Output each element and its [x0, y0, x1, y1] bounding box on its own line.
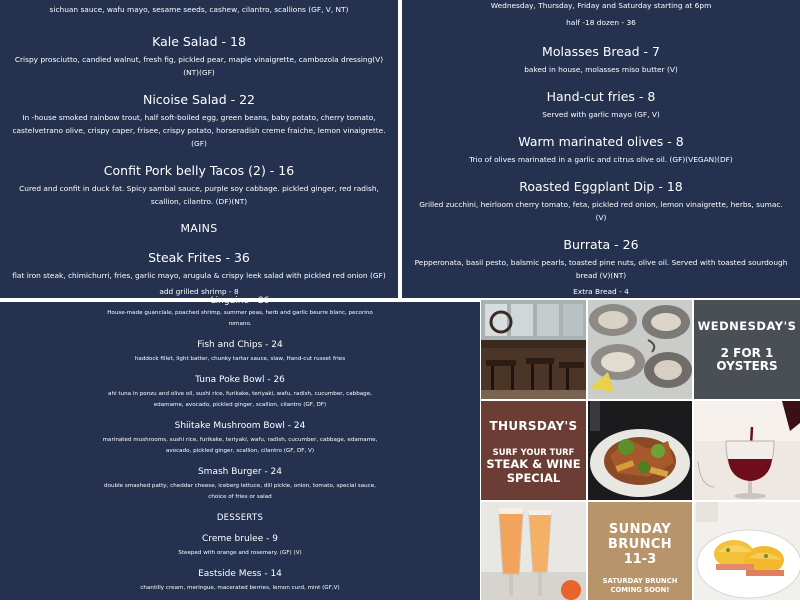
menu-panel-salads-mains: [0, 0, 398, 298]
menu-item-desc: Pepperonata, basil pesto, balsmic pearls, toasted pine nuts, olive oil. Served with toasted sourdough: [414, 258, 788, 267]
oyster-schedule-note: Wednesday, Thursday, Friday and Saturday starting at 6pm: [490, 1, 712, 10]
menu-item-title: Burrata - 26: [563, 237, 639, 252]
menu-item-desc: Grilled zucchini, heirloom cherry tomato, feta, pickled red onion, lemon vinaigrette, herbs, sumac.: [419, 200, 783, 209]
menu-item-tuna-poke-bowl: [12, 374, 468, 411]
steak-dish-photo: [588, 401, 692, 500]
menu-item-addon: add grilled shrimp - 8: [159, 287, 239, 296]
menu-item-molasses-bread: [414, 44, 788, 76]
menu-item-kale-salad: [12, 34, 386, 79]
red-wine-pour-photo: [694, 401, 800, 500]
menu-item-desc: (NT)(GF): [183, 68, 215, 77]
menu-item-desc: (V): [595, 213, 607, 222]
menu-column: [0, 3, 398, 298]
promo-photo-grid: [480, 298, 800, 600]
menu-item-hand-cut-fries: [414, 89, 788, 121]
menu-item-desc: haddock fillet, light batter, chunky tartar sauce, slaw, Hand-cut russet fries: [134, 356, 346, 362]
menu-item-desc: Trio of olives marinated in a garlic and citrus olive oil. (GF)(VEGAN)(DF): [469, 155, 733, 164]
section-heading-desserts: DESSERTS: [216, 513, 264, 523]
menu-item-title: Tuna Poke Bowl - 26: [195, 375, 285, 385]
menu-item-burrata: [414, 237, 788, 298]
promo-subtitle: SURF YOUR TURF: [492, 447, 575, 457]
menu-item-title: Nicoise Salad - 22: [142, 92, 256, 107]
menu-item-desc: Steeped with orange and rosemary. (GF) (V): [178, 550, 302, 556]
menu-column: [402, 0, 800, 298]
menu-item-title: Roasted Eggplant Dip - 18: [519, 179, 683, 194]
menu-item-desc: bread (V)(NT): [575, 271, 627, 280]
menu-item-shiitake-bowl: [12, 420, 468, 457]
menu-item-desc: (GF): [191, 139, 207, 148]
oyster-price: half -18 dozen - 36: [566, 18, 636, 27]
menu-item-desc: Crispy prosciutto, candied walnut, fresh fig, pickled pear, maple vinaigrette, cambozola dressing(V): [14, 55, 384, 64]
menu-item-desc: flat iron steak, chimichurri, fries, garlic mayo, arugula & crispy leek salad with pickled red onion (GF): [12, 271, 386, 280]
menu-item-desc: castelvetrano olive, crispy caper, frisee, crispy potato, horseradish creme fraiche, lemon vinaigrette.: [12, 126, 386, 135]
restaurant-interior-photo: [481, 300, 586, 399]
menu-item-nicoise-salad: [12, 92, 386, 150]
wednesday-oysters-promo: [694, 300, 800, 399]
oysters-photo: [588, 300, 692, 399]
menu-item-desc: edamame, avocado, pickled ginger, scallion, cilantro (GF, DF): [153, 402, 327, 408]
menu-item-steak-frites: [12, 250, 386, 298]
promo-hours: 11-3: [623, 552, 657, 567]
menu-item-pork-belly-tacos: [12, 163, 386, 208]
menu-item-title: Hand-cut fries - 8: [546, 89, 656, 104]
dietary-legend: (GF-gluten free) (DF-dairy free) (V-vegetarian) (VEGAN) (NT - nuts): [116, 605, 364, 614]
promo-deal: 2 FOR 1: [720, 346, 774, 360]
menu-column: [0, 295, 480, 616]
menu-item-desc: House-made guanciale, poached shrimp, summer peas, herb and garlic beurre blanc, pecorino: [107, 310, 373, 316]
menu-item-marinated-olives: [414, 134, 788, 166]
menu-item-desc: In -house smoked rainbow trout, half soft-boiled egg, green beans, baby potato, cherry tomato,: [22, 113, 376, 122]
menu-item-title: Smash Burger - 24: [197, 467, 283, 477]
menu-item-title: Confit Pork belly Tacos (2) - 16: [103, 163, 295, 178]
promo-day: THURSDAY'S: [489, 419, 578, 433]
menu-item-desc: Cured and confit in duck fat. Spicy sambal sauce, purple soy cabbage. pickled ginger, red radish,: [19, 184, 379, 193]
menu-item-desc: avocado, pickled ginger, scallion, cilantro (GF, DF, V): [165, 448, 315, 454]
menu-item-desc: ahi tuna in ponzu and olive oil, sushi rice, furikake, teriyaki, wafu, radish, cucumber, cabbage,: [108, 391, 372, 397]
menu-item-title: Kale Salad - 18: [152, 34, 246, 49]
menu-item-creme-brulee: [12, 533, 468, 559]
menu-item-linguine: [12, 295, 468, 330]
menu-item-desc: choice of fries or salad: [208, 494, 272, 500]
sunday-brunch-promo: [588, 502, 692, 600]
menu-item-eggplant-dip: [414, 179, 788, 224]
section-heading-mains: MAINS: [180, 222, 218, 235]
menu-item-addon: Extra Bread - 4: [573, 287, 629, 296]
menu-panel-mains-desserts: [0, 296, 480, 614]
menu-item-desc: marinated mushrooms, sushi rice, furikake, teriyaki, wafu, radish, cucumber, cabbage, edamame,: [102, 437, 378, 443]
menu-item-desc: scallion, cilantro. (DF)(NT): [150, 197, 248, 206]
promo-item: OYSTERS: [716, 359, 778, 373]
thursday-steak-wine-promo: [481, 401, 586, 500]
menu-item-desc: baked in house, molasses miso butter (V): [524, 65, 678, 74]
menu-item-desc: romano.: [228, 321, 252, 327]
menu-item-desc: Served with garlic mayo (GF, V): [542, 110, 660, 119]
menu-item-title: Creme brulee - 9: [202, 534, 278, 544]
eggs-benedict-photo: [694, 502, 800, 600]
menu-panel-starters: [402, 0, 800, 298]
menu-item-title: Fish and Chips - 24: [197, 340, 283, 350]
menu-item-title: Linguine - 26: [210, 296, 270, 306]
partial-item-desc: sichuan sauce, wafu mayo, sesame seeds, cashew, cilantro, scallions (GF, V, NT): [49, 5, 349, 14]
menu-item-title: Molasses Bread - 7: [542, 44, 660, 59]
promo-note: SATURDAY BRUNCH: [602, 577, 678, 585]
menu-item-fish-and-chips: [12, 339, 468, 365]
menu-item-desc: chantilly cream, meringue, macerated berries, lemon curd, mint (GF,V): [140, 585, 340, 591]
menu-item-title: Warm marinated olives - 8: [518, 134, 684, 149]
promo-day: SUNDAY: [608, 522, 672, 537]
menu-item-title: Shiitake Mushroom Bowl - 24: [174, 421, 306, 431]
menu-item-eastside-mess: [12, 568, 468, 594]
menu-item-desc: double smashed patty, cheddar cheese, iceberg lettuce, dill pickle, onion, tomato, special sauce,: [104, 483, 376, 489]
menu-item-title: Steak Frites - 36: [148, 250, 250, 265]
promo-title: BRUNCH: [607, 537, 673, 552]
mimosa-drinks-photo: [481, 502, 586, 600]
menu-item-title: Eastside Mess - 14: [198, 569, 282, 579]
promo-day: WEDNESDAY'S: [697, 319, 797, 333]
promo-note: COMING SOON!: [610, 586, 670, 594]
promo-item: SPECIAL: [506, 471, 561, 485]
promo-deal: STEAK & WINE: [486, 457, 581, 471]
menu-item-smash-burger: [12, 466, 468, 503]
